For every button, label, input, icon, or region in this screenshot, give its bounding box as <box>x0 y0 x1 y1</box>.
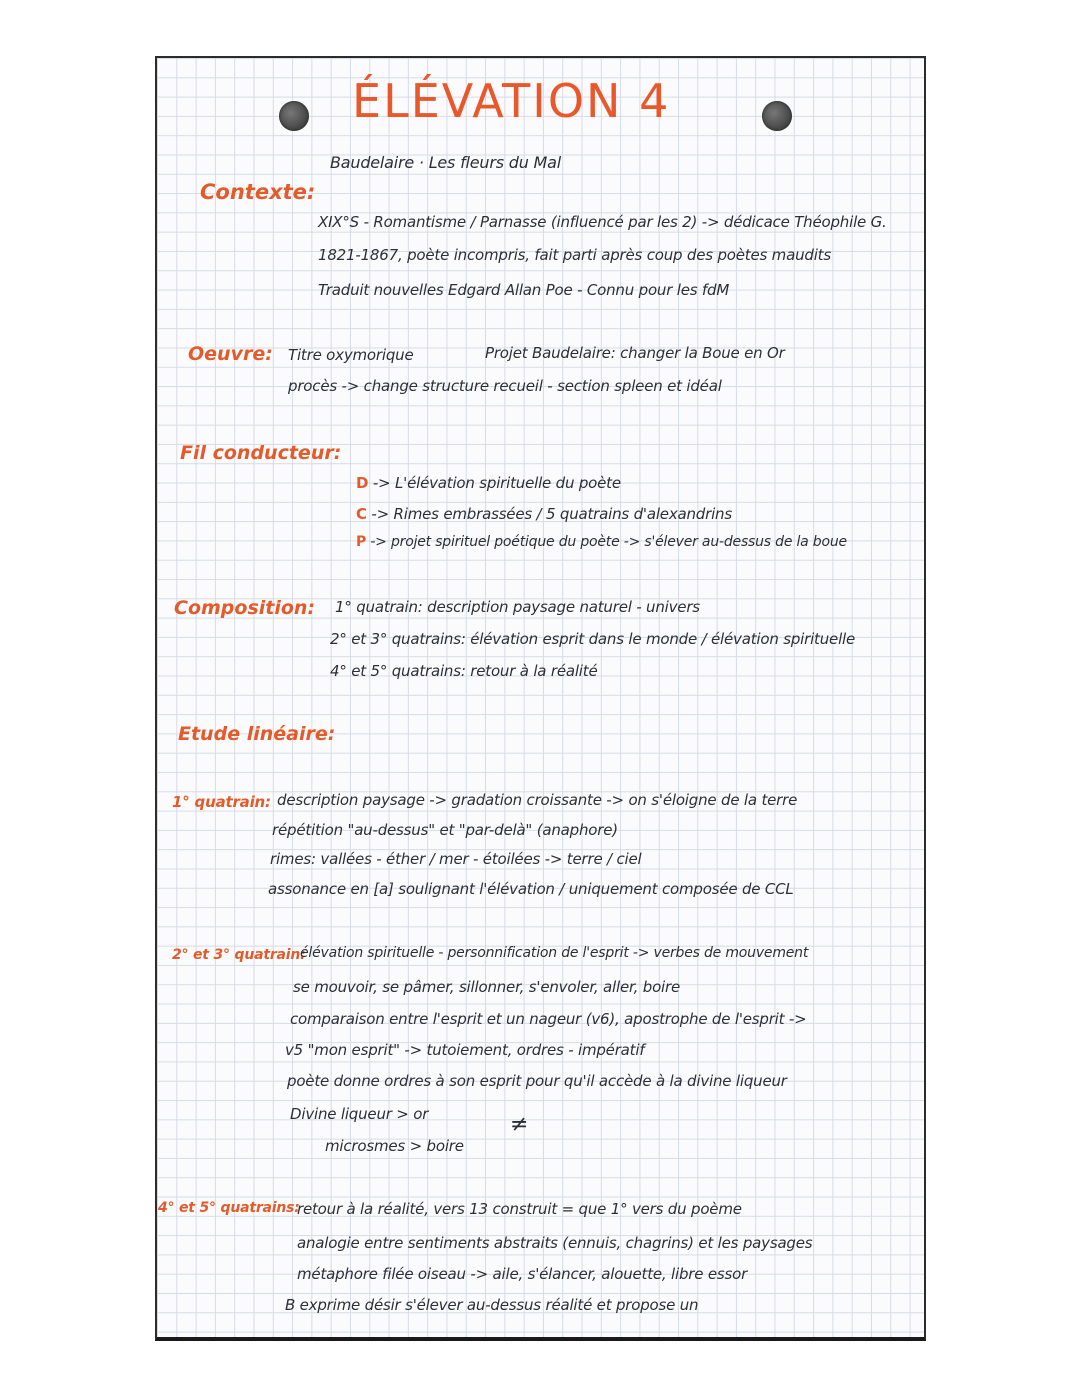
binder-hole-right <box>762 101 792 131</box>
contexte-line-1: XIX°S - Romantisme / Parnasse (influencé par les 2) -> dédicace Théophile G. <box>318 213 887 231</box>
fil-letter-p: P <box>356 534 367 550</box>
q1-line-4: assonance en [a] soulignant l'élévation / uniquement composée de CCL <box>268 880 794 898</box>
q45-line-4: B exprime désir s'élever au-dessus réalité et propose un <box>285 1296 699 1314</box>
q45-label: 4° et 5° quatrains: <box>158 1200 300 1216</box>
fil-item-c <box>356 505 732 523</box>
q23-not-equal: ≠ <box>510 1112 529 1137</box>
q23-line-4: v5 "mon esprit" -> tutoiement, ordres - impératif <box>285 1041 645 1059</box>
q23-line-3: comparaison entre l'esprit et un nageur (v6), apostrophe de l'esprit -> <box>290 1010 807 1028</box>
q23-line-1: élévation spirituelle - personnification de l'esprit -> verbes de mouvement <box>300 945 809 961</box>
binder-hole-left <box>279 101 309 131</box>
q45-line-2: analogie entre sentiments abstraits (ennuis, chagrins) et les paysages <box>297 1234 813 1252</box>
q1-label: 1° quatrain: <box>172 793 271 811</box>
composition-line-3: 4° et 5° quatrains: retour à la réalité <box>330 662 598 680</box>
oeuvre-projet: Projet Baudelaire: changer la Boue en Or <box>485 344 785 362</box>
q23-line-7: microsmes > boire <box>325 1137 464 1155</box>
composition-line-1: 1° quatrain: description paysage naturel - univers <box>335 598 700 616</box>
q45-line-1: retour à la réalité, vers 13 construit = que 1° vers du poème <box>297 1200 742 1218</box>
heading-contexte: Contexte: <box>200 180 316 204</box>
q1-line-1: description paysage -> gradation croissante -> on s'éloigne de la terre <box>277 791 798 809</box>
fil-text-d: -> L'élévation spirituelle du poète <box>372 474 621 492</box>
q45-line-3: métaphore filée oiseau -> aile, s'élancer, alouette, libre essor <box>297 1265 748 1283</box>
q23-line-5: poète donne ordres à son esprit pour qu'il accède à la divine liqueur <box>287 1072 787 1090</box>
fil-letter-d: D <box>356 474 369 492</box>
oeuvre-line-2: procès -> change structure recueil - section spleen et idéal <box>288 377 722 395</box>
fil-item-d <box>356 474 621 492</box>
contexte-line-3: Traduit nouvelles Edgard Allan Poe - Connu pour les fdM <box>318 281 730 299</box>
q23-line-2: se mouvoir, se pâmer, sillonner, s'envoler, aller, boire <box>293 978 681 996</box>
heading-etude-lineaire: Etude linéaire: <box>178 723 336 745</box>
page-title: ÉLÉVATION 4 <box>352 74 671 128</box>
heading-oeuvre: Oeuvre: <box>188 343 273 365</box>
q23-label: 2° et 3° quatrain: <box>172 947 306 963</box>
heading-fil-conducteur: Fil conducteur: <box>180 442 342 464</box>
q23-line-6: Divine liqueur > or <box>290 1105 429 1123</box>
heading-composition: Composition: <box>174 597 316 619</box>
fil-letter-c: C <box>356 505 367 523</box>
oeuvre-titre: Titre oxymorique <box>288 346 414 364</box>
contexte-line-2: 1821-1867, poète incompris, fait parti après coup des poètes maudits <box>318 246 831 264</box>
fil-text-p: -> projet spirituel poétique du poète -> s'élever au-dessus de la boue <box>370 534 847 550</box>
q1-line-3: rimes: vallées - éther / mer - étoilées -> terre / ciel <box>270 850 642 868</box>
composition-line-2: 2° et 3° quatrains: élévation esprit dans le monde / élévation spirituelle <box>330 630 856 648</box>
q1-line-2: répétition "au-dessus" et "par-delà" (anaphore) <box>272 821 618 839</box>
fil-item-p <box>356 534 847 550</box>
fil-text-c: -> Rimes embrassées / 5 quatrains d'alexandrins <box>371 505 732 523</box>
author-work: Baudelaire · Les fleurs du Mal <box>330 153 561 172</box>
